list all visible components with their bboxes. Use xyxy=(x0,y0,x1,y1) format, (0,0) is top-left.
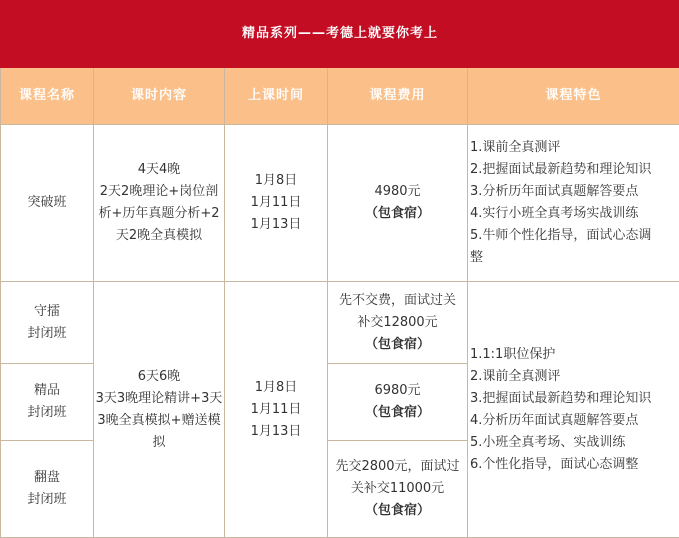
fee-package: （包食宿） xyxy=(328,203,467,225)
date-item: 1月13日 xyxy=(225,214,327,236)
header-content: 课时内容 xyxy=(94,68,225,125)
feature-item: 1.1:1职位保护 xyxy=(470,344,679,366)
course-name-line: 守擂 xyxy=(1,301,93,323)
feature-item: 1.课前全真测评 xyxy=(470,137,679,159)
fee-package: （包食宿） xyxy=(328,500,467,522)
date-item: 1月8日 xyxy=(225,170,327,192)
closed-course-content xyxy=(94,282,225,538)
feature-item: 5.小班全真考场、实战训练 xyxy=(470,432,679,454)
feature-item: 2.课前全真测评 xyxy=(470,366,679,388)
feature-item: 6.个性化指导，面试心态调整 xyxy=(470,454,679,476)
header-fee: 课程费用 xyxy=(328,68,468,125)
feature-item: 3.分析历年面试真题解答要点 xyxy=(470,181,679,203)
course-name: 突破班 xyxy=(1,125,94,282)
content-line: 6天6晚 xyxy=(94,366,224,388)
feature-item: 整 xyxy=(470,247,679,269)
feature-item: 4.实行小班全真考场实战训练 xyxy=(470,203,679,225)
course-name xyxy=(1,364,94,441)
fee-line: 4980元 xyxy=(328,181,467,203)
fee-line: 关补交11000元 xyxy=(328,478,467,500)
content-line: 3天3晚理论精讲+3天 xyxy=(94,388,224,410)
date-item: 1月8日 xyxy=(225,377,327,399)
fee-line: 补交12800元 xyxy=(328,312,467,334)
course-features xyxy=(468,125,679,282)
date-item: 1月11日 xyxy=(225,192,327,214)
table-title: 精品系列——考德上就要你考上 xyxy=(1,1,679,68)
table-row-closed-1 xyxy=(1,282,679,364)
content-line: 2天2晚理论+岗位剖 xyxy=(94,181,224,203)
content-line: 拟 xyxy=(94,432,224,454)
feature-item: 2.把握面试最新趋势和理论知识 xyxy=(470,159,679,181)
content-line: 天2晚全真模拟 xyxy=(94,225,224,247)
course-fee xyxy=(328,282,468,364)
course-fee xyxy=(328,364,468,441)
fee-line: 6980元 xyxy=(328,380,467,402)
feature-item: 3.把握面试最新趋势和理论知识 xyxy=(470,388,679,410)
date-item: 1月13日 xyxy=(225,421,327,443)
course-content xyxy=(94,125,225,282)
course-name-line: 精品 xyxy=(1,380,93,402)
closed-course-features xyxy=(468,282,679,538)
content-line: 析+历年真题分析+2 xyxy=(94,203,224,225)
feature-item: 5.牛师个性化指导，面试心态调 xyxy=(470,225,679,247)
fee-package: （包食宿） xyxy=(328,334,467,356)
course-name-line: 封闭班 xyxy=(1,323,93,345)
course-name xyxy=(1,441,94,538)
content-line: 3晚全真模拟+赠送模 xyxy=(94,410,224,432)
course-name-line: 翻盘 xyxy=(1,467,93,489)
course-name-line: 封闭班 xyxy=(1,489,93,511)
content-line: 4天4晚 xyxy=(94,159,224,181)
feature-item: 4.分析历年面试真题解答要点 xyxy=(470,410,679,432)
header-row xyxy=(1,68,679,125)
table-row-breakthrough xyxy=(1,125,679,282)
course-name xyxy=(1,282,94,364)
course-name-line: 封闭班 xyxy=(1,402,93,424)
course-fee xyxy=(328,125,468,282)
fee-line: 先交2800元，面试过 xyxy=(328,456,467,478)
date-item: 1月11日 xyxy=(225,399,327,421)
closed-course-dates xyxy=(225,282,328,538)
course-fee xyxy=(328,441,468,538)
header-features: 课程特色 xyxy=(468,68,679,125)
header-time: 上课时间 xyxy=(225,68,328,125)
fee-package: （包食宿） xyxy=(328,402,467,424)
fee-line: 先不交费，面试过关 xyxy=(328,290,467,312)
header-course-name: 课程名称 xyxy=(1,68,94,125)
course-dates xyxy=(225,125,328,282)
